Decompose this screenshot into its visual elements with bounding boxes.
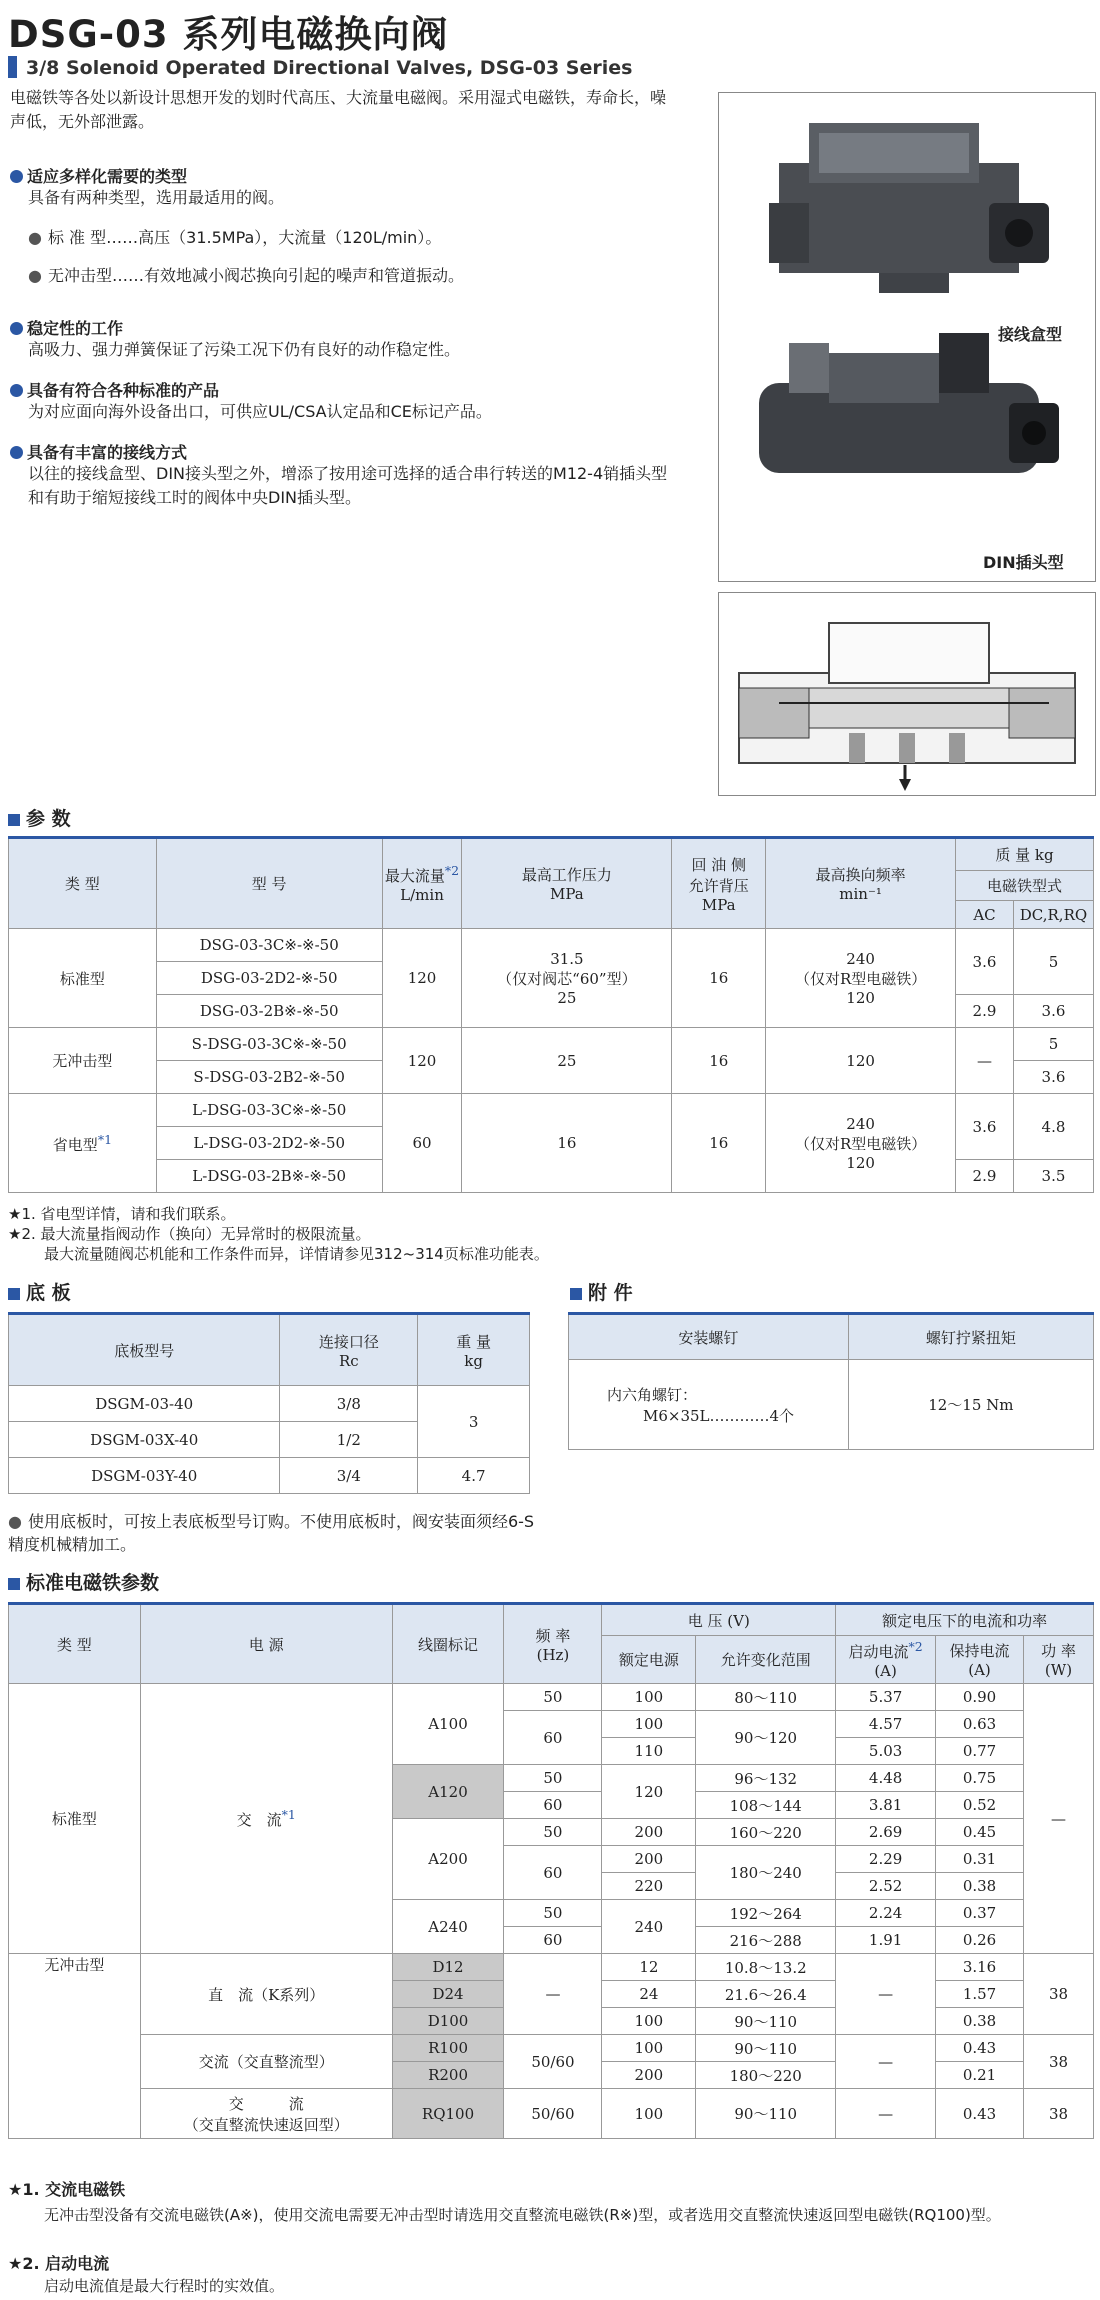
cell-weight: 3 xyxy=(418,1386,530,1458)
cell-base-model: DSGM-03-40 xyxy=(9,1386,280,1422)
cell-hold: 0.21 xyxy=(936,2062,1024,2089)
cell-type-nonshock: 无冲击型 xyxy=(9,1954,141,2139)
cell-freq: 60 xyxy=(504,1846,602,1900)
cell-rated: 100 xyxy=(602,1711,696,1738)
params-note-3: 最大流量随阀芯机能和工作条件而异，详情请参见312~314页标准功能表。 xyxy=(44,1245,549,1263)
cell-hold: 0.26 xyxy=(936,1927,1024,1954)
feature-heading-1: 适应多样化需要的类型 xyxy=(10,164,187,187)
th-rated-voltage: 额定电源 xyxy=(602,1636,696,1684)
feature-heading-2: 稳定性的工作 xyxy=(10,316,123,339)
cell-model: L-DSG-03-3C※-※-50 xyxy=(156,1094,382,1127)
cell-range: 192～264 xyxy=(696,1900,836,1927)
cell-hold: 0.90 xyxy=(936,1684,1024,1711)
section-heading-base: 底 板 xyxy=(8,1278,71,1305)
cell-flow: 120 xyxy=(382,1028,462,1094)
cell-model: S-DSG-03-3C※-※-50 xyxy=(156,1028,382,1061)
cell-start: 3.81 xyxy=(836,1792,936,1819)
th-voltage: 电 压 (V) xyxy=(602,1604,836,1636)
feature-text-4: 以往的接线盒型、DIN接头型之外，增添了按用途可选择的适合串行转送的M12-4销插头型和有助于缩短接线工时的阀体中央DIN插头型。 xyxy=(28,464,668,507)
cell-power-rq: 交 流 （交直整流快速返回型） xyxy=(140,2089,392,2139)
cell-back-pressure: 16 xyxy=(672,1094,766,1193)
cell-pressure: 16 xyxy=(462,1094,672,1193)
cell-model: L-DSG-03-2D2-※-50 xyxy=(156,1127,382,1160)
cell-freq: — xyxy=(504,1954,602,2035)
cell-rated: 110 xyxy=(602,1738,696,1765)
cell-flow: 60 xyxy=(382,1094,462,1193)
cell-freq: 50 xyxy=(504,1684,602,1711)
th-type: 类 型 xyxy=(9,838,157,929)
section-square-icon xyxy=(8,1288,20,1300)
cell-rated: 100 xyxy=(602,1684,696,1711)
cell-start: 2.29 xyxy=(836,1846,936,1873)
cell-rated: 240 xyxy=(602,1900,696,1954)
cell-range: 90～110 xyxy=(696,2008,836,2035)
footnote-2-heading: ★2. 启动电流 xyxy=(8,2254,110,2273)
cell-power-r: 交流（交直整流型） xyxy=(140,2035,392,2089)
cell-back-pressure: 16 xyxy=(672,929,766,1028)
cell-range: 180～240 xyxy=(696,1846,836,1900)
section-square-icon xyxy=(8,1578,20,1590)
cell-base-model: DSGM-03Y-40 xyxy=(9,1458,280,1494)
cross-section-panel xyxy=(718,592,1096,796)
cell-rated: 24 xyxy=(602,1981,696,2008)
cell-rated: 100 xyxy=(602,2035,696,2062)
cell-start: 5.03 xyxy=(836,1738,936,1765)
cell-hold: 3.16 xyxy=(936,1954,1024,1981)
cell-model: S-DSG-03-2B2-※-50 xyxy=(156,1061,382,1094)
th-max-frequency: 最高换向频率 min⁻¹ xyxy=(766,838,956,929)
title-accent-bar xyxy=(8,56,17,78)
cell-power-w: — xyxy=(1023,1684,1093,1954)
cell-port-size: 3/4 xyxy=(280,1458,418,1494)
cell-start: 2.24 xyxy=(836,1900,936,1927)
cell-coil: A100 xyxy=(392,1684,504,1765)
cell-ac-mass: 3.6 xyxy=(956,929,1014,995)
cell-type-standard: 标准型 xyxy=(9,929,157,1028)
cell-coil: A240 xyxy=(392,1900,504,1954)
th-model: 型 号 xyxy=(156,838,382,929)
cell-pressure: 31.5 （仅对阀芯“60”型） 25 xyxy=(462,929,672,1028)
cell-hold: 0.37 xyxy=(936,1900,1024,1927)
cell-range: 180～220 xyxy=(696,2062,836,2089)
cell-hold: 0.38 xyxy=(936,2008,1024,2035)
th-mass: 质 量 kg xyxy=(956,838,1094,871)
cell-freq: 60 xyxy=(504,1792,602,1819)
cell-freq: 50/60 xyxy=(504,2089,602,2139)
cell-power-dc: 直 流（K系列） xyxy=(140,1954,392,2035)
params-table xyxy=(8,836,1094,1193)
cell-range: 90～110 xyxy=(696,2035,836,2062)
cell-model: L-DSG-03-2B※-※-50 xyxy=(156,1160,382,1193)
bullet-icon xyxy=(10,170,23,183)
cell-start: 1.91 xyxy=(836,1927,936,1954)
cell-start: 4.57 xyxy=(836,1711,936,1738)
section-square-icon xyxy=(570,1288,582,1300)
cell-type-nonshock: 无冲击型 xyxy=(9,1028,157,1094)
th-hold-current: 保持电流 (A) xyxy=(936,1636,1024,1684)
cell-model: DSG-03-2B※-※-50 xyxy=(156,995,382,1028)
solenoid-table xyxy=(8,1602,1094,2139)
page-subtitle: 3/8 Solenoid Operated Directional Valves, DSG-03 Series xyxy=(26,57,633,79)
th-back-pressure: 回 油 侧 允许背压 MPa xyxy=(672,838,766,929)
cell-type-standard: 标准型 xyxy=(9,1684,141,1954)
caption-terminal-box: 接线盒型 xyxy=(998,325,1063,344)
cell-rated: 200 xyxy=(602,1846,696,1873)
feature-sub-item-2: ● 无冲击型……有效地减小阀芯换向引起的噪声和管道振动。 xyxy=(28,266,464,285)
section-heading-solenoid: 标准电磁铁参数 xyxy=(8,1568,159,1595)
cell-back-pressure: 16 xyxy=(672,1028,766,1094)
cell-model: DSG-03-3C※-※-50 xyxy=(156,929,382,962)
cell-hold: 0.75 xyxy=(936,1765,1024,1792)
cell-start: 5.37 xyxy=(836,1684,936,1711)
cell-freq: 60 xyxy=(504,1711,602,1765)
cell-dc-mass: 5 xyxy=(1013,929,1093,995)
feature-heading-4: 具备有丰富的接线方式 xyxy=(10,440,187,463)
th-screw: 安装螺钉 xyxy=(569,1314,849,1360)
feature-text-3: 为对应面向海外设备出口，可供应UL/CSA认定品和CE标记产品。 xyxy=(28,402,492,421)
accessory-table xyxy=(568,1312,1094,1450)
th-coil: 线圈标记 xyxy=(392,1604,504,1684)
cell-start: 4.48 xyxy=(836,1765,936,1792)
cell-rated: 100 xyxy=(602,2089,696,2139)
th-torque: 螺钉拧紧扭矩 xyxy=(848,1314,1093,1360)
intro-text: 电磁铁等各处以新设计思想开发的划时代高压、大流量电磁阀。采用湿式电磁铁，寿命长，噪声低，无外部泄露。 xyxy=(10,88,667,131)
th-frequency: 频 率 (Hz) xyxy=(504,1604,602,1684)
cell-coil: A200 xyxy=(392,1819,504,1900)
th-max-flow: 最大流量$^{*2}$ L/min xyxy=(382,838,462,929)
th-max-pressure: 最高工作压力 MPa xyxy=(462,838,672,929)
cell-dc-mass: 3.5 xyxy=(1013,1160,1093,1193)
cell-power-w: 38 xyxy=(1023,2089,1093,2139)
cell-range: 10.8～13.2 xyxy=(696,1954,836,1981)
th-power: 电 源 xyxy=(140,1604,392,1684)
cell-range: 90～110 xyxy=(696,2089,836,2139)
cell-frequency: 120 xyxy=(766,1028,956,1094)
bullet-icon xyxy=(10,446,23,459)
cell-rated: 12 xyxy=(602,1954,696,1981)
th-power-w: 功 率 (W) xyxy=(1023,1636,1093,1684)
cell-rated: 120 xyxy=(602,1765,696,1819)
cell-rated: 200 xyxy=(602,2062,696,2089)
cell-freq: 50 xyxy=(504,1765,602,1792)
section-heading-params: 参 数 xyxy=(8,804,71,831)
feature-sub-item-1: ● 标 准 型……高压（31.5MPa），大流量（120L/min）。 xyxy=(28,228,442,247)
cell-start: — xyxy=(836,1954,936,2035)
cell-rated: 200 xyxy=(602,1819,696,1846)
cell-freq: 50 xyxy=(504,1819,602,1846)
cell-ac-mass: 3.6 xyxy=(956,1094,1014,1160)
cell-ac-mass: — xyxy=(956,1028,1014,1094)
cell-coil: RQ100 xyxy=(392,2089,504,2139)
th-start-current: 启动电流$^{*2}$ (A) xyxy=(836,1636,936,1684)
cell-hold: 0.52 xyxy=(936,1792,1024,1819)
section-square-icon xyxy=(8,814,20,826)
cell-dc-mass: 5 xyxy=(1013,1028,1093,1061)
cell-hold: 0.43 xyxy=(936,2035,1024,2062)
cell-coil: D12 xyxy=(392,1954,504,1981)
cell-hold: 0.77 xyxy=(936,1738,1024,1765)
feature-heading-3: 具备有符合各种标准的产品 xyxy=(10,378,219,401)
caption-din-plug: DIN插头型 xyxy=(983,553,1064,572)
bullet-icon xyxy=(10,384,23,397)
cell-ac-mass: 2.9 xyxy=(956,1160,1014,1193)
cell-coil: A120 xyxy=(392,1765,504,1819)
th-ac: AC xyxy=(956,901,1014,929)
cell-start: 2.69 xyxy=(836,1819,936,1846)
cell-range: 21.6～26.4 xyxy=(696,1981,836,2008)
cell-range: 80～110 xyxy=(696,1684,836,1711)
cell-port-size: 3/8 xyxy=(280,1386,418,1422)
cell-power-ac: 交 流$^{*1}$ xyxy=(140,1684,392,1954)
cell-base-model: DSGM-03X-40 xyxy=(9,1422,280,1458)
cell-port-size: 1/2 xyxy=(280,1422,418,1458)
cell-hold: 0.38 xyxy=(936,1873,1024,1900)
base-plate-table xyxy=(8,1312,530,1494)
params-note-2: ★2. 最大流量指阀动作（换向）无异常时的极限流量。 xyxy=(8,1225,371,1243)
th-base-model: 底板型号 xyxy=(9,1314,280,1386)
cell-power-w: 38 xyxy=(1023,1954,1093,2035)
cell-model: DSG-03-2D2-※-50 xyxy=(156,962,382,995)
cell-pressure: 25 xyxy=(462,1028,672,1094)
th-current-power: 额定电压下的电流和功率 xyxy=(836,1604,1094,1636)
th-solenoid-type: 电磁铁型式 xyxy=(956,871,1094,901)
cell-frequency: 240 （仅对R型电磁铁） 120 xyxy=(766,1094,956,1193)
cell-hold: 0.31 xyxy=(936,1846,1024,1873)
cell-coil: D24 xyxy=(392,1981,504,2008)
cell-flow: 120 xyxy=(382,929,462,1028)
th-port-size: 连接口径 Rc xyxy=(280,1314,418,1386)
params-note-1: ★1. 省电型详情，请和我们联系。 xyxy=(8,1205,236,1223)
cell-dc-mass: 3.6 xyxy=(1013,1061,1093,1094)
valve-cross-section-diagram xyxy=(719,593,1095,795)
feature-text-1: 具备有两种类型，选用最适用的阀。 xyxy=(28,188,285,207)
cell-freq: 60 xyxy=(504,1927,602,1954)
cell-rated: 100 xyxy=(602,2008,696,2035)
cell-range: 96～132 xyxy=(696,1765,836,1792)
cell-freq: 50 xyxy=(504,1900,602,1927)
th-weight: 重 量 kg xyxy=(418,1314,530,1386)
cell-torque: 12～15 Nm xyxy=(848,1360,1093,1450)
cell-dc-mass: 4.8 xyxy=(1013,1094,1093,1160)
cell-start: 2.52 xyxy=(836,1873,936,1900)
cell-hold: 1.57 xyxy=(936,1981,1024,2008)
feature-text-2: 高吸力、强力弹簧保证了污染工况下仍有良好的动作稳定性。 xyxy=(28,340,461,359)
cell-range: 90～120 xyxy=(696,1711,836,1765)
bullet-icon xyxy=(10,322,23,335)
cell-range: 160～220 xyxy=(696,1819,836,1846)
cell-freq: 50/60 xyxy=(504,2035,602,2089)
cell-range: 108～144 xyxy=(696,1792,836,1819)
cell-rated: 220 xyxy=(602,1873,696,1900)
cell-coil: D100 xyxy=(392,2008,504,2035)
th-sol-type: 类 型 xyxy=(9,1604,141,1684)
th-voltage-range: 允许变化范围 xyxy=(696,1636,836,1684)
cell-power-w: 38 xyxy=(1023,2035,1093,2089)
cell-start: — xyxy=(836,2035,936,2089)
footnote-2-text: 启动电流值是最大行程时的实效值。 xyxy=(44,2277,285,2295)
cell-weight: 4.7 xyxy=(418,1458,530,1494)
page-title: DSG-03 系列电磁换向阀 xyxy=(8,13,449,56)
base-note: ● 使用底板时，可按上表底板型号订购。不使用底板时，阀安装面须经6-S精度机械精加工。 xyxy=(8,1512,535,1554)
cell-start: — xyxy=(836,2089,936,2139)
cell-screw: 内六角螺钉： M6×35L…………4个 xyxy=(569,1360,849,1450)
cell-dc-mass: 3.6 xyxy=(1013,995,1093,1028)
cell-coil: R200 xyxy=(392,2062,504,2089)
section-heading-accessory: 附 件 xyxy=(570,1278,633,1305)
cell-hold: 0.63 xyxy=(936,1711,1024,1738)
cell-coil: R100 xyxy=(392,2035,504,2062)
cell-ac-mass: 2.9 xyxy=(956,995,1014,1028)
footnote-1-heading: ★1. 交流电磁铁 xyxy=(8,2180,126,2199)
cell-range: 216～288 xyxy=(696,1927,836,1954)
cell-type-energy-saving: 省电型$^{*1}$ xyxy=(9,1094,157,1193)
cell-hold: 0.45 xyxy=(936,1819,1024,1846)
footnote-1-text: 无冲击型没备有交流电磁铁(A※)，使用交流电需要无冲击型时请选用交直整流电磁铁(R※)型，或者选用交直整流快速返回型电磁铁(RQ100)型。 xyxy=(44,2206,1001,2224)
cell-frequency: 240 （仅对R型电磁铁） 120 xyxy=(766,929,956,1028)
cell-hold: 0.43 xyxy=(936,2089,1024,2139)
th-dc: DC,R,RQ xyxy=(1013,901,1093,929)
